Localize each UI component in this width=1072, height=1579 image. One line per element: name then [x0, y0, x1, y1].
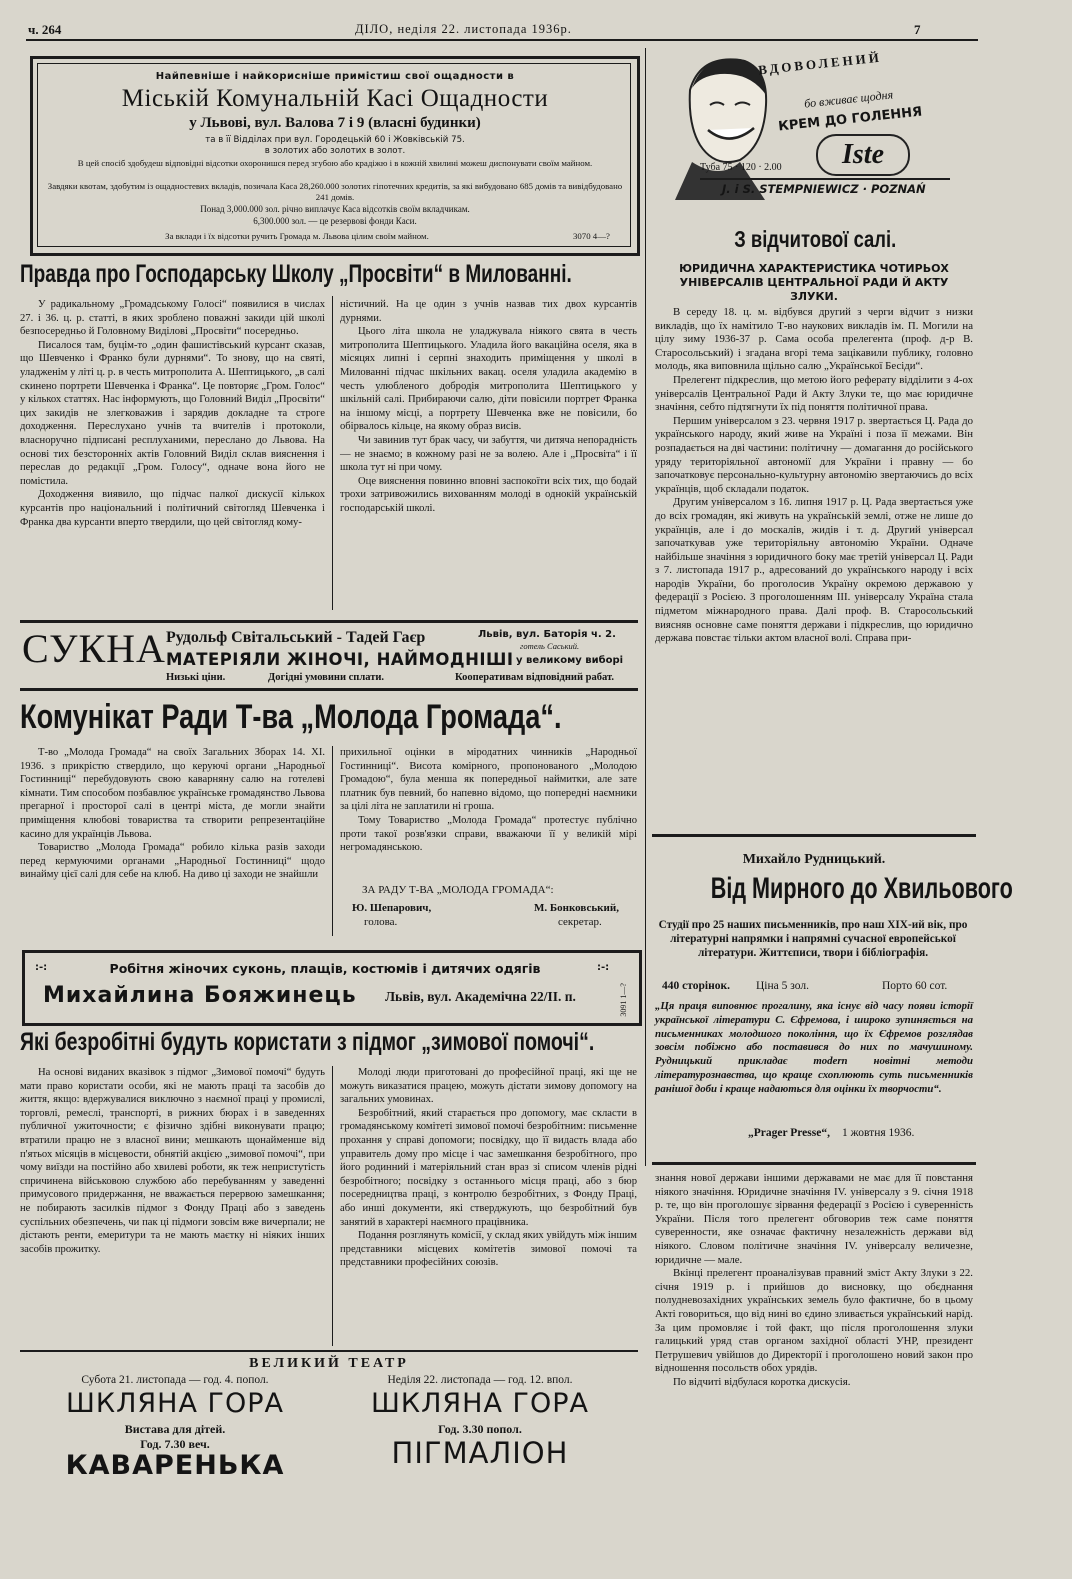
theatre-title: ВЕЛИКИЙ ТЕАТР [249, 1356, 409, 1371]
cream-line-1: ВДОВОЛЕНИЙ [757, 49, 883, 78]
communique-c2-p1: прихильної оцінки в міродатних чинників „Народньої Гостинниці“. Висота комірного, пропонованого „Молодою Громадою“, була менша як попередньої наймитки, але зате платник був певний, бо напевно відомо, що попередні наємники за цілі літа не заплатили ні гроша. [340, 747, 637, 813]
unemployed-c1-p1: На основі виданих вказівок з підмог „Зимової помочі“ будуть мати право користати особи, які не мають праці та засобів до життя, якщо: вдержувалися виключно з наємної праці у промислі, торговлі, ремеслі, транспорті, в рижних бюрах і в заведеннях публичної ужиточности; є фізично здібні виконувати працю; втратили працю не з власної вини; мешкають щонайменше від п'ятьох місяців в місцевости, обнятій акцією „зимової помочі“, при чому виїзди на постійно або хвилеві роботи, як теж непристутість спричинена військовою службою або перебуванням у заведенні примусового придержання, не вважається перервою замешкання; не побирають засилків підмог з Фонду Праці або з заведень суспільних обезпечень, чи пак ці підмоги зовсім вже вичерпали; не дістають ренти, емеритури та не мають маєтку ні ніяких інших засобів прожитку. [20, 1067, 325, 1255]
school-c1-p3: Доходження виявило, що підчас палкої дискусії кількох курсантів про національний і політичний світогляд Шевченка і Франка два курсанти вперто твердили, що цей світогляд кому- [20, 489, 325, 528]
theatre-right-time: Год. 3.30 попол. [438, 1422, 522, 1436]
reading-cont-p1: знання нової держави іншими державами не має для її повстання ніякого значіння. Юридичне значіння IV. універсалу з 9. січня 1918 р. те, що він проголошує зірвання федерації з Росією і суверенність України. Після того прелегент обговорив теж саме поняття суверенности, яке означає фактичну незалежність держави від ніякого. Словом політичне значіння IV. універсалу величезне, юридичне — мале. [655, 1172, 973, 1266]
reading-subhead: ЮРИДИЧНА ХАРАКТЕРИСТИКА ЧОТИРЬОХ УНІВЕРСАЛІВ ЦЕНТРАЛЬНОЇ РАДИ Й АКТУ ЗЛУКИ. [679, 262, 949, 303]
communique-c2-p2: Тому Товариство „Молода Громада“ протестує публічно проти такої розв'язки справи, вважаючи її у великій мірі негромадянською. [340, 814, 637, 854]
cream-brand-logo: Iste [816, 134, 910, 176]
theatre-left-play-2: КАВАРЕНЬКА [65, 1450, 285, 1481]
communique-sig1-role: голова. [364, 916, 398, 928]
cloth-ad-materials: МАТЕРІЯЛИ ЖІНОЧІ, НАЙМОДНІШІ [166, 650, 514, 669]
school-col-2 [340, 298, 637, 516]
book-author: Михайло Рудницький. [742, 852, 886, 867]
column-rule-right [645, 48, 646, 1166]
savings-bank-ad [30, 56, 640, 256]
cream-line-2: бо вживає щодня [803, 87, 894, 111]
ad-para-1: В цей спосіб здобудеш відповідні відсотки охоронишся перед згубою або крадіжю і в кожній хвилині можеш диспонувати своїм майном. [77, 158, 593, 168]
communique-col-1 [20, 746, 325, 882]
reading-p1: В середу 18. ц. м. відбувся другий з черги відчит з низки викладів, що їх намітило Т-во наукових викладів ім. П. Могили на цілу зиму 1936-37 р. Сама особа прелегента (проф. д-р В. Старосольський) і згадана вгорі тема зацікавили публику, головно молодь, яка виповнила щільно салю „Української Бесіди“. [655, 306, 973, 373]
unemployed-col-rule [332, 1066, 333, 1346]
cloth-ad-choice: у великому виборі [516, 655, 624, 666]
ad-para-5: За вклади і їх відсотки ручить Громада м. Львова цілим своїм майном. [165, 231, 429, 241]
cloth-ad-bottom-rule [20, 688, 638, 691]
ad-para-4: 6,300.000 зол. — це резервові фонди Каси. [253, 216, 417, 226]
masthead-rule [26, 39, 978, 41]
book-quote: „Ця праця виповнює прогалину, яка існує від часу появи історії української літератури С. Єфремова, і широко зупиняється на письменниках молодшого покоління, що їх Єфремов розглядав зовсім побіжно або поставився до них по мачушиному. Рудницький прикладає modern новітні методи літературознавства, що краще схоплюють суть письменників ранішої доби і краще надаються для оцінки їх творчости“. [655, 1000, 973, 1095]
cloth-ad-low-prices: Низькі ціни. [166, 672, 226, 683]
cloth-ad-hotel: готель Саський. [520, 641, 580, 651]
page-issue: ч. 264 [28, 22, 62, 37]
reading-cont-p3: По відчиті відбулася коротка дискусія. [673, 1375, 851, 1388]
school-col-rule [332, 296, 333, 610]
cream-line-3: КРЕМ ДО ГОЛЕННЯ [777, 104, 923, 135]
school-c2-p1: ністичний. На це один з учнів назвав тих двох курсантів дурнями. [340, 299, 637, 324]
ad-para-3: Понад 3,000.000 зол. річно виплачує Каса відсотків своїм вкладчикам. [200, 204, 470, 214]
communique-c1-p1: Т-во „Молода Громада“ на своїх Загальних Зборах 14. XI. 1936. з прикрістю ствердило, що керуючі органи „Народньої Гостинниці“ перебудовують свою каварняну салю на готелеві кімнати. Тим способом позбавлює українське громадянство Львова прегарної і просторої салі в центрі міста, де могли знайти приміщення клюбові товариства та створити репрезентаційне касино для українців Львова. [20, 747, 325, 840]
ad-para-2: Завдяки квотам, здобутим із ощадностевих вкладів, позичала Каса 28,260.000 золотих гіпотечних кредитів, за які вибудовано 685 домів та вивідбудовано 241 домів. [47, 181, 623, 202]
communique-sig1-name: Ю. Шепарович, [352, 902, 432, 914]
clothes-ad-line: Робітня жіночих суконь, плащів, костюмів і дитячих одягів [109, 961, 541, 976]
communique-headline-wrap [20, 698, 640, 737]
reading-headline: З відчитової салі. [734, 226, 896, 252]
ad-gold: в золотих або золотих в золот. [264, 146, 406, 156]
cream-ad [670, 50, 970, 206]
communique-sig2-name: М. Бонковський, [534, 902, 619, 914]
communique-sign-label: ЗА РАДУ Т-ВА „МОЛОДА ГРОМАДА“: [362, 884, 554, 896]
book-title-wrap [652, 872, 1013, 906]
theatre-left-time: Год. 7.30 веч. [140, 1437, 210, 1451]
theatre-left-note: Вистава для дітей. [124, 1422, 226, 1436]
school-headline-wrap [20, 260, 640, 289]
reading-headline-wrap [655, 226, 975, 253]
clothes-ad-name: Михайлина Бояжинець [43, 983, 357, 1008]
theatre-top-rule [20, 1350, 638, 1352]
communique-sig2-role: секретар. [558, 916, 602, 928]
communique-headline: Комунікат Ради Т-ва „Молода Громада“. [20, 698, 562, 736]
cloth-ad-address: Львів, вул. Баторія ч. 2. [478, 629, 616, 640]
unemployed-c2-p1: Молоді люди приготовані до професійної праці, які ще не можуть виказатися працею, можуть дістати зимову допомогу на загальних умовинах. [340, 1067, 637, 1106]
reading-p2: Прелегент підкреслив, що метою його реферату відділити з 4-ох універсалів Центральної Ради й Акту Злуки те, що має юридичне значіння, себто підтягнути їх під поняття політичної права. [655, 373, 973, 414]
cream-rule [700, 178, 950, 180]
unemployed-headline-wrap [20, 1028, 640, 1057]
theatre-right-date: Неділя 22. листопада — год. 12. впол. [387, 1374, 573, 1386]
cloth-ad-top-rule [20, 620, 638, 623]
cloth-ad-big-word: СУКНА [22, 626, 166, 671]
ad-address: у Львові, вул. Валова 7 і 9 (власні будинки) [189, 115, 481, 131]
book-title: Від Мирного до Хвильового [710, 872, 1013, 905]
book-quote-date: 1 жовтня 1936. [842, 1127, 915, 1139]
theatre-right-play-2: ПІГМАЛІОН [391, 1436, 569, 1470]
communique-col-rule [332, 746, 333, 936]
book-pages: 440 сторінок. [662, 980, 730, 992]
unemployed-col-1 [20, 1066, 325, 1256]
theatre-left-date: Субота 21. листопада — год. 4. попол. [81, 1374, 269, 1386]
unemployed-col-2 [340, 1066, 637, 1270]
book-description: Студії про 25 наших письменників, про наш XIX-ий вік, про літературні напрямки і напрямні сучасної европейської літератури. Життєписи, твори і бібліографія. [658, 919, 968, 959]
book-price: Ціна 5 зол. [756, 980, 809, 992]
reading-p3: Першим універсалом з 23. червня 1917 р. звертається Ц. Рада до українського народу, який живе на Україні і поза її межами. Він розпадається на дві частини: політичну — домагання до російського уряду територіяльної автономії для України і правну — бо започатковує персонально-культурну автономію звертаючись до всіх українців, щоб складали податок. [655, 414, 973, 495]
cloth-ad-terms: Догідні умовини сплати. [268, 672, 385, 683]
unemployed-c2-p3: Подання розглянуть комісії, у склад яких увійдуть між іншим представники місцевих комітетів зимової помочі та представники професійних союзів. [340, 1230, 637, 1269]
ad-branches: та в її Відділах при вул. Городецькій 60 і Жовківській 75. [205, 135, 465, 145]
clothes-ad-deco-right: :-: [597, 962, 610, 973]
communique-col-2 [340, 746, 637, 855]
ad-code: 3070 4—? [573, 231, 610, 241]
book-postage: Порто 60 сот. [882, 980, 948, 992]
school-c2-p4: Оце вияснення повинно вповні заспокоїти всіх тих, що бодай трохи затривожились вихованням молоді в однокій українській господарській школі. [340, 475, 637, 514]
book-quote-source: „Prager Presse“, [748, 1127, 830, 1139]
page-number: 7 [914, 22, 921, 37]
theatre-left-play-1: ШКЛЯНА ГОРА [66, 1388, 284, 1419]
theatre-right-play-1: ШКЛЯНА ГОРА [371, 1388, 589, 1419]
ad-intro: Найпевніше і найкорисніше примістиш свої ощадности в [155, 71, 515, 82]
book-ad-top-rule [652, 834, 976, 837]
reading-body [655, 306, 973, 646]
cloth-ad-names: Рудольф Світальський - Тадей Гаєр [166, 629, 426, 646]
clothes-ad-code: 3091 1—? [619, 983, 628, 1017]
cloth-ad-coop: Кооперативам відповідний рабат. [455, 672, 614, 683]
clothes-ad-address: Львів, вул. Академічна 22/ІІ. п. [385, 989, 576, 1004]
unemployed-headline: Які безробітні будуть користати з підмог „зимової помочі“. [20, 1028, 595, 1056]
ad-title: Міській Комунальній Касі Ощадности [121, 85, 549, 112]
school-c2-p2: Цього літа школа не уладжувала ніякого свята в честь митрополита Шептицького. Уладила його вакаційна оселя, яка в місяцях липні і серпні знаходить приміщення у школі в Милованні підчас шкільних вакац. оселя уладила академію в честь улюбленого добродія митрополита Шептицького у шкільній салі. Прибираючи салю, діти повісили портрет Франка на іншому місці, а портрету Шевченка вже не повісили, бо обірвалось кільце, на якому образ висів. [340, 326, 637, 433]
reading-p4: Другим універсалом з 16. липня 1917 р. Ц. Рада звертається уже до всіх громадян, які живуть на українській землі, отже не лише до українців, але і до москалів, жидів і т. д. Другий універсал започаткував уже територіяльну автономію України. Одначе найбільше значіння з юридичного боку має третій універсал Ц. Ради з 7. листопада 1917 р., адресований до українського народу і всіх народів України, бо проголосив Україну окремою державою у федерації з Росією. З проголошенням III. універсалу Україна стала підметом міжнародного права. Далі проф. В. Старосольський виясняв основне саме поняття держави і підкреслив, що юридично держава повстає тільки актом власної волі. Справа при- [655, 496, 973, 645]
reading-continued [655, 1172, 973, 1390]
clothes-ad [22, 950, 642, 1026]
unemployed-c2-p2: Безробітний, який старається про допомогу, має скласти в громадянському комітеті зимової помочі безробітним: письменне прохання у справі допомоги; посвідку, що її видасть влада або управитель дому про місце і час замешкання безробітного, про його родинний і матеріяльний стан враз зі списом членів рідні безробітного; посвідку з останнього місця праці, або з бюр посередництва праці, з контролю безробітних, з Фонду Праці, або инші документи, які стверджують, що безробітний був занятий в характері наємного працівника. [340, 1107, 637, 1228]
book-ad-bottom-rule [652, 1162, 976, 1165]
school-c1-p1: У радикальному „Громадському Голосі“ появилися в числах 27. і 36. ц. р. статті, в яких зроблено поважні закиди цій школі безпосередньо й Головному Виділові „Просвіти“ посередньо. [20, 299, 325, 338]
clothes-ad-deco-left: :-: [35, 962, 48, 973]
cream-tube-price: Туба 75 · 120 · 2.00 [700, 162, 782, 173]
school-headline: Правда про Господарську Школу „Просвіти“ в Милованні. [20, 260, 572, 288]
reading-cont-p2: Вкінці прелегент проаналізував правний зміст Акту Злуки з 22. січня 1919 р. і прийшов до висновку, що обєднання полудневозахідних українських земель було фактичне, бо в цьому Акті говориться, що від нині во єдино зливається український нарід. За цим промовляє і той факт, що після проголошення злуки галицький уряд став органом західної області УНР, президент Петрушевич увійшов до Директорії і проголошено новий закон про відношення посольств обох урядів. [655, 1267, 973, 1375]
running-header: ДІЛО, неділя 22. листопада 1936р. [355, 22, 572, 36]
communique-c1-p2: Товариство „Молода Громада“ робило кілька разів заходи перед кермуючими органами „Народньої Гостинниці“ щодо винайму цієї салі для себе на клюб. На диво ці заходи не знайшли [20, 842, 325, 881]
school-c1-p2: Писалося там, буцім-то „один фашистівський курсант сказав, що Шевченко і Франко були дурнями“. То знову, що на святі, уладженім у літі ц. р. в честь митрополита А. Шептицького, „в салі скинено портрети Шевченка і Франка“. Це повторяє „Гром. Голос“ у кількох статтях. Нас інформують, що Головний Виділ „Просвіти“ цих закидів не злегковажив і зарядив докладне та строге доходження. Переслухано учнів та вчителів і протоколи, власноручно підписані респлуханими, переслано до Львова. На основі тих безсторонніх актів Головний Виділ склав вияснення і переслав до редакції „Гром. Голосу“, одначе вона його не помістила. [20, 339, 325, 487]
cream-maker: J. i S. STEMPNIEWICZ · POZNAŃ [722, 182, 926, 196]
school-col-1 [20, 298, 325, 529]
school-c2-p3: Чи завинив тут брак часу, чи забуття, чи дитяча непорадність — не знаємо; в кожному разі не за волею. Але і „Просвіта“ і її школа тут ні при чому. [340, 434, 637, 474]
